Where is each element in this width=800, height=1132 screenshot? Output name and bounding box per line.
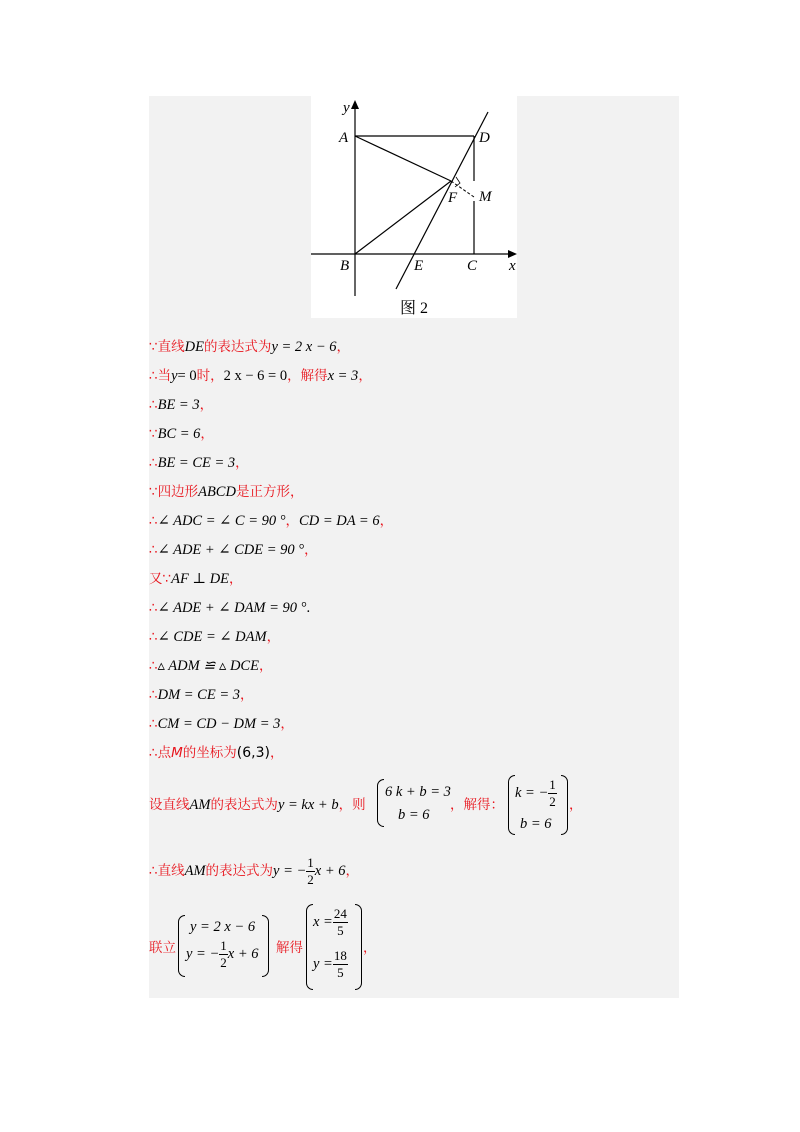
step-1: ∵直线DE的表达式为y = 2 x − 6， [149, 339, 351, 355]
solution2-x: x = $\frac{24}{5}$ [313, 906, 347, 938]
step-18-label: 联立 [149, 940, 176, 956]
step-3: ∴BE = 3， [149, 397, 214, 413]
segment-BF [355, 181, 451, 254]
label-A: A [339, 130, 349, 146]
label-F: F [448, 190, 458, 206]
label-y: y [343, 100, 350, 116]
system2-brace-right [262, 915, 269, 977]
solution-brace-left [508, 775, 515, 835]
label-C: C [467, 258, 478, 274]
solve-label: ，解得： [450, 797, 504, 813]
step-18-end: ， [363, 940, 377, 956]
step-6: ∵四边形ABCD是正方形， [149, 484, 304, 500]
step-7: ∴∠ ADC = ∠ C = 90 °，CD = DA = 6， [149, 513, 394, 529]
right-angle-mark [455, 177, 460, 187]
label-E: E [414, 258, 424, 274]
step-8: ∴∠ ADE + ∠ CDE = 90 °， [149, 542, 318, 558]
solution-k: k = − $\frac{1}{2}$ [515, 777, 556, 809]
figure-caption: 图 2 [399, 300, 428, 317]
solution2-brace-left [306, 904, 313, 990]
system-eq-1: 6 k + b = 3 [385, 784, 451, 800]
step-4: ∵BC = 6， [149, 426, 214, 442]
segment-AF [355, 136, 451, 181]
step-9: 又∵AF ⊥ DE， [149, 571, 243, 587]
step-14: ∴CM = CD − DM = 3， [149, 716, 294, 732]
step-15: ∴点M的坐标为(6,3)， [149, 745, 284, 761]
geometry-figure [311, 96, 517, 318]
step-16-end: ， [569, 797, 583, 813]
solution2-y: y = $\frac{18}{5}$ [313, 948, 347, 980]
step-10: ∴∠ ADE + ∠ DAM = 90 °. [149, 600, 311, 616]
solution2-brace-right [355, 904, 362, 990]
system2-eq-1: y = 2 x − 6 [190, 919, 256, 935]
step-11: ∴∠ CDE = ∠ DAM， [149, 629, 281, 645]
coordinate-diagram [311, 96, 517, 296]
y-axis-arrow [351, 100, 359, 109]
label-B: B [340, 258, 350, 274]
step-17: ∴直线AM的表达式为y = − $\frac{1}{2}$ x + 6， [149, 855, 360, 887]
step-13: ∴DM = CE = 3， [149, 687, 254, 703]
label-x: x [509, 258, 516, 274]
step-5: ∴BE = CE = 3， [149, 455, 249, 471]
x-axis-arrow [508, 250, 517, 258]
step-16-prefix: 设直线AM的表达式为y = kx + b，则 [149, 797, 366, 813]
system2-brace-left [178, 915, 185, 977]
solution-b: b = 6 [520, 816, 552, 832]
system-eq-2: b = 6 [398, 807, 430, 823]
solution-brace-right [561, 775, 568, 835]
system2-eq-2: y = − $\frac{1}{2}$ x + 6 [186, 938, 259, 970]
label-M: M [479, 189, 492, 205]
system-brace-left [377, 779, 384, 827]
solve-label-2: 解得 [276, 940, 303, 956]
step-2: ∴当y= 0时，2 x − 6 = 0，解得x = 3， [149, 368, 372, 384]
label-D: D [479, 130, 490, 146]
step-12: ∴▵ ADM ≌ ▵ DCE， [149, 658, 273, 674]
